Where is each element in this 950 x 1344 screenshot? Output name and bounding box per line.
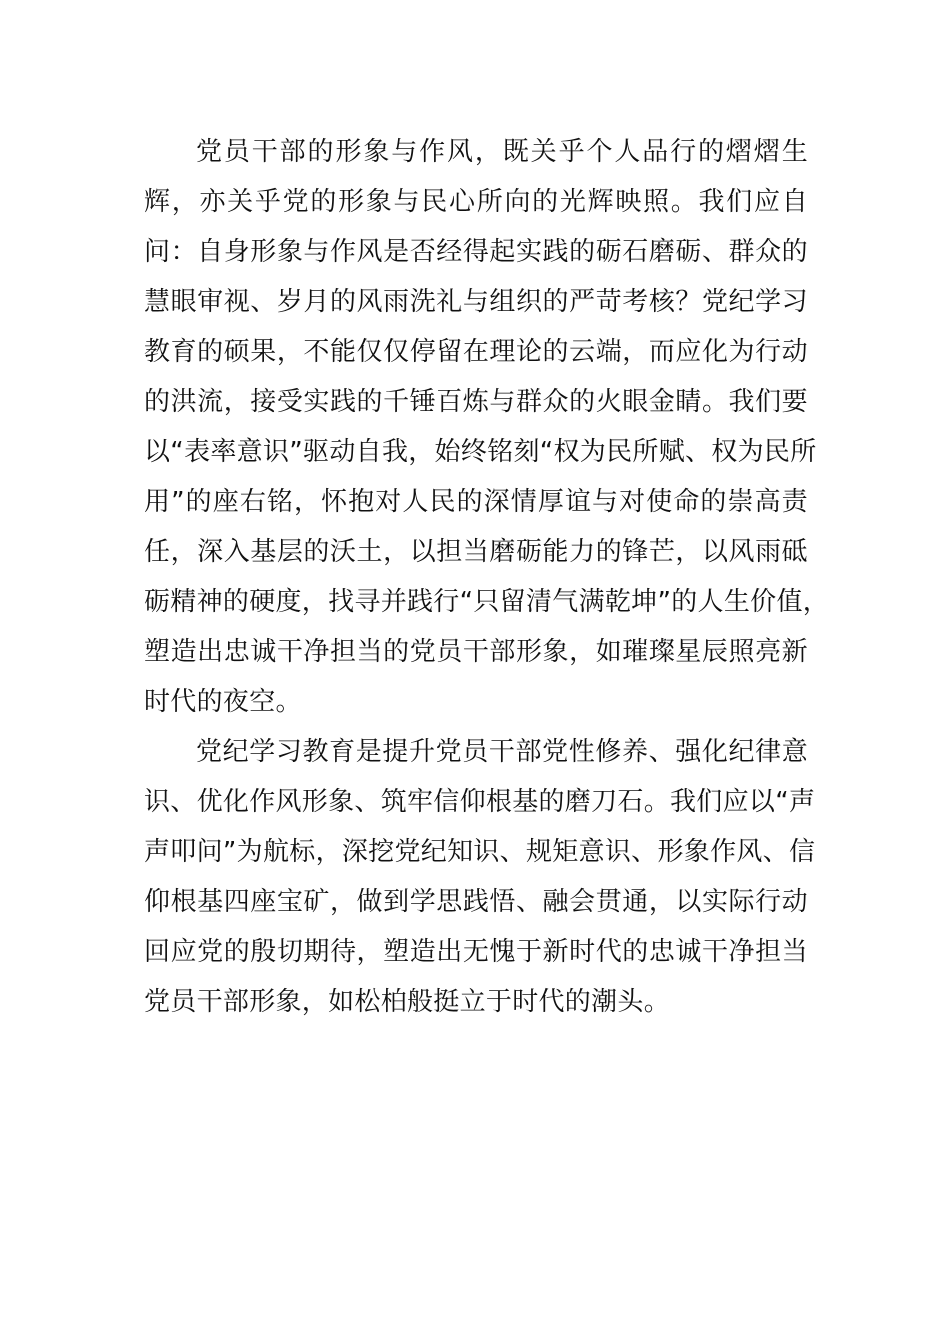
paragraph-1 bbox=[144, 127, 830, 727]
paragraph-line: 时代的夜空。 bbox=[144, 687, 302, 717]
paragraph-line: 问：自身形象与作风是否经得起实践的砺石磨砺、群众的 bbox=[144, 237, 808, 267]
paragraph-line: 塑造出忠诚干净担当的党员干部形象，如璀璨星辰照亮新 bbox=[144, 637, 808, 667]
paragraph-line: 辉，亦关乎党的形象与民心所向的光辉映照。我们应自 bbox=[144, 187, 808, 217]
paragraph-line: 砺精神的硬度，找寻并践行“只留清气满乾坤”的人生价值， bbox=[144, 587, 830, 617]
paragraph-line: 声叩问”为航标，深挖党纪知识、规矩意识、形象作风、信 bbox=[144, 837, 816, 867]
paragraph-line: 仰根基四座宝矿，做到学思践悟、融会贯通，以实际行动 bbox=[144, 887, 808, 917]
paragraph-line: 的洪流，接受实践的千锤百炼与群众的火眼金睛。我们要 bbox=[144, 387, 808, 417]
document-body bbox=[144, 127, 830, 1027]
paragraph-line: 用”的座右铭，怀抱对人民的深情厚谊与对使命的崇高责 bbox=[144, 487, 808, 517]
paragraph-line: 党员干部的形象与作风，既关乎个人品行的熠熠生 bbox=[196, 137, 808, 167]
paragraph-line: 回应党的殷切期待，塑造出无愧于新时代的忠诚干净担当 bbox=[144, 937, 808, 967]
paragraph-line: 以“表率意识”驱动自我，始终铭刻“权为民所赋、权为民所 bbox=[144, 437, 817, 467]
paragraph-line: 党员干部形象，如松柏般挺立于时代的潮头。 bbox=[144, 987, 671, 1017]
paragraph-line: 党纪学习教育是提升党员干部党性修养、强化纪律意 bbox=[196, 737, 808, 767]
paragraph-line: 任，深入基层的沃土，以担当磨砺能力的锋芒，以风雨砥 bbox=[144, 537, 808, 567]
paragraph-line: 识、优化作风形象、筑牢信仰根基的磨刀石。我们应以“声 bbox=[144, 787, 816, 817]
paragraph-line: 慧眼审视、岁月的风雨洗礼与组织的严苛考核？党纪学习 bbox=[144, 287, 808, 317]
paragraph-line: 教育的硕果，不能仅仅停留在理论的云端，而应化为行动 bbox=[144, 337, 808, 367]
paragraph-2 bbox=[144, 727, 816, 1027]
